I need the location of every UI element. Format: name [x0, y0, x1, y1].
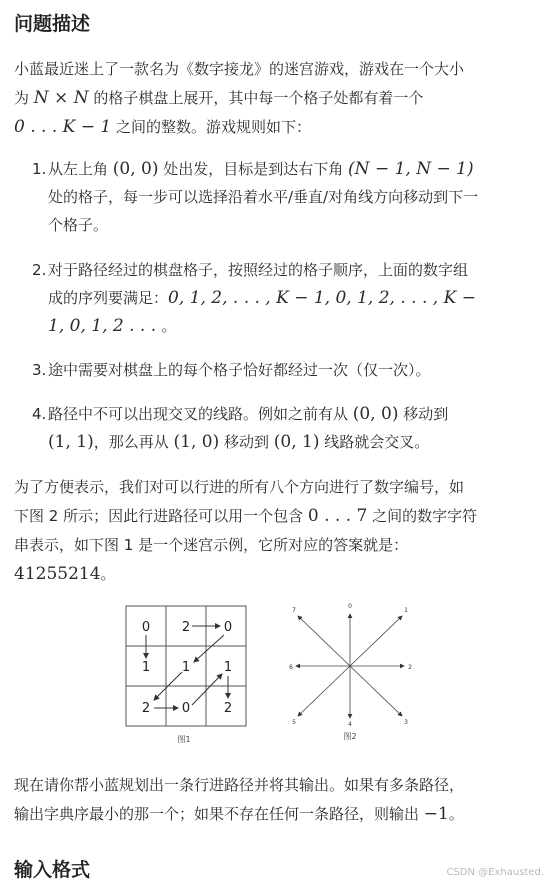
intro-paragraph	[14, 55, 542, 142]
watermark: CSDN @Exhausted.	[446, 867, 544, 878]
intro-line: 0 . . . K − 1 之间的整数。游戏规则如下：	[14, 117, 311, 137]
maze-cell: 0	[223, 620, 233, 635]
direction-label: 6	[289, 664, 293, 671]
task-paragraph: 现在请你帮小蓝规划出一条行进路径并将其输出。如果有多条路径， 输出字典序最小的那一个；如果不存在任何一条路径，则输出 −1。	[14, 776, 465, 824]
maze-cell: 1	[223, 660, 233, 675]
maze-cell: 2	[141, 701, 151, 716]
direction-label: 2	[408, 664, 412, 671]
figure1-caption: 图1	[177, 735, 191, 744]
direction-label: 1	[404, 607, 408, 614]
direction-label: 3	[404, 719, 408, 726]
intro-line: 为 N × N 的格子棋盘上展开，其中每一个格子处都有着一个	[14, 88, 424, 108]
section-title-input: 输入格式	[14, 859, 91, 881]
direction-label: 5	[292, 719, 296, 726]
maze-cell: 2	[223, 701, 233, 716]
direction-label: 0	[348, 603, 352, 610]
maze-cell: 0	[181, 701, 191, 716]
figure2-caption: 图2	[343, 732, 357, 741]
maze-cell: 1	[181, 660, 191, 675]
intro-line: 小蓝最近迷上了一款名为《数字接龙》的迷宫游戏，游戏在一个大小	[14, 60, 465, 78]
maze-cell: 2	[181, 620, 191, 635]
maze-cell: 1	[141, 660, 151, 675]
direction-compass	[296, 614, 404, 718]
maze-figures	[124, 602, 424, 750]
direction-label: 4	[348, 721, 352, 728]
section-title: 问题描述	[14, 13, 91, 35]
direction-label: 7	[292, 607, 296, 614]
maze-cell: 0	[141, 620, 151, 635]
direction-paragraph: 为了方便表示，我们对可以行进的所有八个方向进行了数字编号，如 下图 2 所示；因此行进路径可以用一个包含 0 . . . 7 之间的数字字符 串表示，如下图 1 是一个迷宫示例，它所对应的答案就是： 41255214。	[14, 478, 478, 584]
